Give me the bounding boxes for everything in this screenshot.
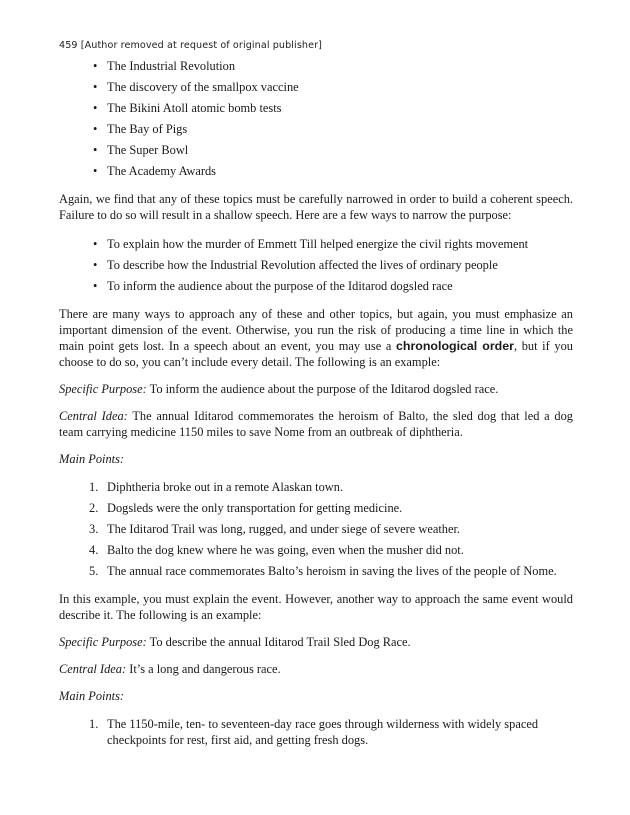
list-item-text: The Bay of Pigs bbox=[107, 122, 188, 136]
list-item-text: The Industrial Revolution bbox=[107, 59, 236, 73]
bullet-icon: • bbox=[93, 258, 98, 272]
main-points-list-1 bbox=[59, 479, 573, 579]
bullet-icon: • bbox=[93, 122, 98, 136]
paragraph-text: , but if you choose to do so, you can’t include every detail. The following is an example: bbox=[59, 339, 573, 369]
field-value: The annual Iditarod commemorates the heroism of Balto, the sled dog that led a dog team carrying medicine 1150 miles to save Nome from an outbreak of diphtheria. bbox=[59, 409, 573, 439]
bullet-icon: • bbox=[93, 59, 98, 73]
list-number: 3. bbox=[89, 522, 99, 536]
field-label: Central Idea: bbox=[59, 662, 127, 676]
list-number: 5. bbox=[89, 564, 99, 578]
list-item bbox=[59, 542, 573, 558]
list-item-text: The discovery of the smallpox vaccine bbox=[107, 80, 299, 94]
specific-purpose-1 bbox=[59, 381, 573, 397]
list-item-text: To inform the audience about the purpose of the Iditarod dogsled race bbox=[107, 279, 453, 293]
list-item bbox=[59, 121, 573, 137]
list-number: 2. bbox=[89, 501, 99, 515]
field-label: Specific Purpose: bbox=[59, 382, 147, 396]
list-item bbox=[59, 563, 573, 579]
list-item bbox=[59, 716, 573, 748]
list-item bbox=[59, 100, 573, 116]
main-points-label-2 bbox=[59, 688, 573, 704]
list-item-text: Balto the dog knew where he was going, even when the musher did not. bbox=[107, 543, 464, 557]
central-idea-1 bbox=[59, 408, 573, 440]
list-item-text: The annual race commemorates Balto’s heroism in saving the lives of the people of Nome. bbox=[107, 564, 557, 578]
topic-list bbox=[59, 58, 573, 179]
main-points-label-1 bbox=[59, 451, 573, 467]
field-value: To describe the annual Iditarod Trail Sled Dog Race. bbox=[146, 635, 411, 649]
list-item-text: The 1150-mile, ten- to seventeen-day race goes through wilderness with widely spaced checkpoints for rest, first aid, and getting fresh dogs. bbox=[107, 717, 539, 747]
list-item-text: The Academy Awards bbox=[107, 164, 216, 178]
field-label: Main Points: bbox=[59, 452, 125, 466]
bullet-icon: • bbox=[93, 164, 98, 178]
list-number: 1. bbox=[89, 717, 99, 731]
field-label: Specific Purpose: bbox=[59, 635, 147, 649]
list-item-text: Dogsleds were the only transportation for getting medicine. bbox=[107, 501, 403, 515]
paragraph-approach bbox=[59, 306, 573, 370]
list-item bbox=[59, 278, 573, 294]
field-value: To inform the audience about the purpose of the Iditarod dogsled race. bbox=[146, 382, 499, 396]
list-item bbox=[59, 79, 573, 95]
paragraph-explain: In this example, you must explain the event. However, another way to approach the same event would describe it. The following is an example: bbox=[59, 592, 573, 622]
list-item-text: The Bikini Atoll atomic bomb tests bbox=[107, 101, 282, 115]
list-item-text: To explain how the murder of Emmett Till helped energize the civil rights movement bbox=[107, 237, 529, 251]
bullet-icon: • bbox=[93, 237, 98, 251]
list-number: 1. bbox=[89, 480, 99, 494]
narrowed-purpose-list bbox=[59, 236, 573, 294]
running-header: 459 [Author removed at request of original publisher] bbox=[59, 40, 322, 51]
list-item bbox=[59, 58, 573, 74]
main-points-list-2 bbox=[59, 716, 573, 748]
paragraph-text: There are many ways to approach any of these and other topics, but again, you must emphasize an important dimension of the event. Otherwise, you run the risk of producing a time line in which the main point gets lost. In a speech about an event, you may use a bbox=[59, 307, 573, 353]
field-value: It’s a long and dangerous race. bbox=[126, 662, 281, 676]
specific-purpose-2 bbox=[59, 634, 573, 650]
list-item-text: The Iditarod Trail was long, rugged, and under siege of severe weather. bbox=[107, 522, 461, 536]
list-item bbox=[59, 163, 573, 179]
list-item bbox=[59, 479, 573, 495]
bullet-icon: • bbox=[93, 279, 98, 293]
list-number: 4. bbox=[89, 543, 99, 557]
field-label: Main Points: bbox=[59, 689, 125, 703]
key-term: chronological order bbox=[396, 339, 514, 353]
list-item bbox=[59, 142, 573, 158]
page-content bbox=[59, 58, 573, 753]
list-item-text: The Super Bowl bbox=[107, 143, 189, 157]
bullet-icon: • bbox=[93, 80, 98, 94]
list-item bbox=[59, 257, 573, 273]
bullet-icon: • bbox=[93, 101, 98, 115]
bullet-icon: • bbox=[93, 143, 98, 157]
central-idea-2 bbox=[59, 661, 573, 677]
field-label: Central Idea: bbox=[59, 409, 128, 423]
list-item-text: To describe how the Industrial Revolution affected the lives of ordinary people bbox=[107, 258, 498, 272]
list-item bbox=[59, 500, 573, 516]
list-item bbox=[59, 236, 573, 252]
list-item bbox=[59, 521, 573, 537]
list-item-text: Diphtheria broke out in a remote Alaskan town. bbox=[107, 480, 344, 494]
paragraph-narrow-topics: Again, we find that any of these topics must be carefully narrowed in order to build a coherent speech. Failure to do so will result in a shallow speech. Here are a few ways to narrow the purpose: bbox=[59, 192, 573, 222]
